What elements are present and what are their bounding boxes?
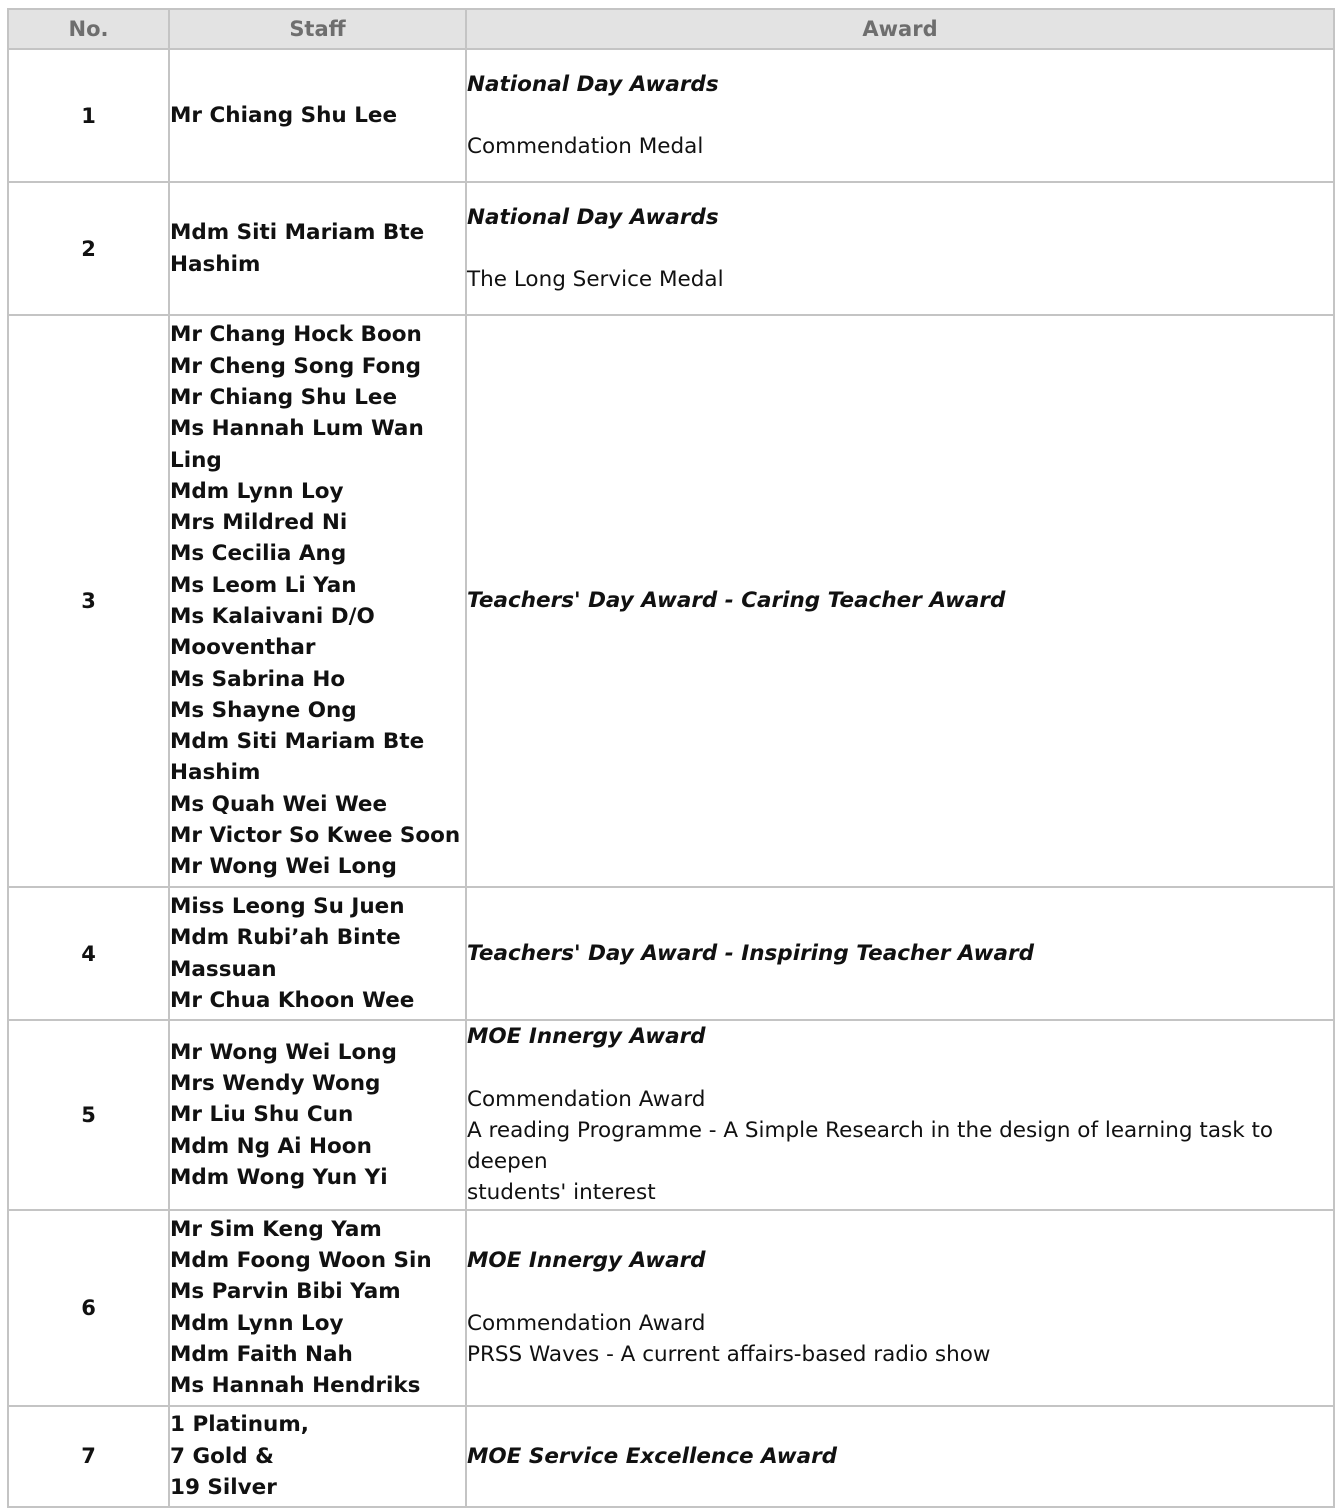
staff-name: Mdm Ng Ai Hoon bbox=[170, 1133, 372, 1159]
award-cell bbox=[466, 315, 1334, 887]
table-row bbox=[8, 1210, 1334, 1406]
award-title: National Day Awards bbox=[467, 204, 719, 230]
award-title: MOE Service Excellence Award bbox=[467, 1443, 838, 1469]
table-row bbox=[8, 49, 1334, 182]
staff-name: Mrs Wendy Wong bbox=[170, 1070, 381, 1096]
award-title: National Day Awards bbox=[467, 71, 719, 97]
staff-name: Ms Leom Li Yan bbox=[170, 572, 357, 598]
staff-cell bbox=[169, 1210, 466, 1406]
award-cell bbox=[466, 1020, 1334, 1210]
staff-name: Ms Hannah Hendriks bbox=[170, 1373, 421, 1399]
row-number: 7 bbox=[8, 1406, 169, 1507]
award-cell bbox=[466, 182, 1334, 315]
staff-name: Mr Cheng Song Fong bbox=[170, 353, 422, 379]
staff-name: Mdm Siti Mariam Bte bbox=[170, 220, 425, 246]
staff-name: 7 Gold & bbox=[170, 1443, 274, 1469]
staff-name: Mdm Rubi’ah Binte bbox=[170, 925, 401, 951]
staff-name: Mr Chua Khoon Wee bbox=[170, 987, 415, 1013]
staff-name: Hashim bbox=[170, 760, 261, 786]
award-detail: Commendation Medal bbox=[467, 134, 704, 160]
staff-name: Mr Wong Wei Long bbox=[170, 854, 397, 880]
table-row bbox=[8, 182, 1334, 315]
staff-name: Ms Cecilia Ang bbox=[170, 541, 347, 567]
table-row bbox=[8, 315, 1334, 887]
staff-name: Mr Chang Hock Boon bbox=[170, 322, 422, 348]
award-title: Teachers' Day Award - Inspiring Teacher Award bbox=[467, 940, 1034, 966]
award-title: MOE Innergy Award bbox=[467, 1024, 706, 1049]
table-body bbox=[8, 49, 1334, 1507]
header-award: Award bbox=[466, 9, 1334, 49]
staff-name: Mr Sim Keng Yam bbox=[170, 1216, 382, 1242]
table-row bbox=[8, 1406, 1334, 1507]
staff-name: Ms Kalaivani D/O bbox=[170, 604, 375, 629]
award-detail: Commendation Award bbox=[467, 1310, 706, 1336]
award-detail: The Long Service Medal bbox=[467, 267, 724, 293]
award-detail: A reading Programme - A Simple Research in the design of learning task to deepen bbox=[467, 1117, 1274, 1175]
staff-name: Ms Quah Wei Wee bbox=[170, 791, 388, 817]
award-cell bbox=[466, 1406, 1334, 1507]
award-cell bbox=[466, 1210, 1334, 1406]
staff-name: Hashim bbox=[170, 251, 261, 277]
staff-name: Mooventhar bbox=[170, 635, 316, 661]
staff-name: Ms Sabrina Ho bbox=[170, 666, 346, 692]
row-number: 4 bbox=[8, 887, 169, 1020]
table-row bbox=[8, 887, 1334, 1020]
staff-name: Mdm Lynn Loy bbox=[170, 1310, 344, 1336]
award-title: Teachers' Day Award - Caring Teacher Award bbox=[467, 588, 1006, 614]
staff-cell bbox=[169, 1406, 466, 1507]
header-staff: Staff bbox=[169, 9, 466, 49]
award-detail: PRSS Waves - A current affairs-based radio show bbox=[467, 1342, 991, 1368]
staff-cell bbox=[169, 182, 466, 315]
staff-name: Mr Liu Shu Cun bbox=[170, 1102, 354, 1128]
staff-name: Massuan bbox=[170, 956, 277, 982]
table-row bbox=[8, 1020, 1334, 1210]
staff-name: Ms Parvin Bibi Yam bbox=[170, 1279, 401, 1305]
row-number: 6 bbox=[8, 1210, 169, 1406]
award-detail: Commendation Award bbox=[467, 1086, 706, 1112]
award-detail: students' interest bbox=[467, 1180, 656, 1206]
award-cell bbox=[466, 49, 1334, 182]
row-number: 2 bbox=[8, 182, 169, 315]
staff-name: Mrs Mildred Ni bbox=[170, 510, 348, 536]
award-spacer bbox=[467, 1276, 1333, 1307]
header-row bbox=[8, 9, 1334, 49]
staff-name: 1 Platinum, bbox=[170, 1412, 309, 1438]
row-number: 1 bbox=[8, 49, 169, 182]
award-spacer bbox=[467, 100, 1333, 131]
staff-name: Mr Chiang Shu Lee bbox=[170, 384, 398, 410]
staff-name: Mr Wong Wei Long bbox=[170, 1039, 397, 1065]
staff-cell bbox=[169, 315, 466, 887]
header-no: No. bbox=[8, 9, 169, 49]
staff-name: Mr Chiang Shu Lee bbox=[170, 102, 398, 128]
staff-name: 19 Silver bbox=[170, 1474, 277, 1500]
staff-cell bbox=[169, 887, 466, 1020]
staff-name: Ms Hannah Lum Wan bbox=[170, 416, 424, 442]
staff-name: Mdm Foong Woon Sin bbox=[170, 1248, 432, 1274]
award-title: MOE Innergy Award bbox=[467, 1248, 706, 1274]
staff-name: Mdm Faith Nah bbox=[170, 1342, 353, 1368]
staff-cell bbox=[169, 49, 466, 182]
staff-name: Miss Leong Su Juen bbox=[170, 893, 405, 919]
row-number: 5 bbox=[8, 1020, 169, 1210]
award-cell bbox=[466, 887, 1334, 1020]
awards-table bbox=[7, 8, 1335, 1508]
row-number: 3 bbox=[8, 315, 169, 887]
staff-name: Mdm Siti Mariam Bte bbox=[170, 729, 425, 755]
award-spacer bbox=[467, 1052, 1333, 1083]
staff-name: Mr Victor So Kwee Soon bbox=[170, 823, 461, 849]
staff-name: Ling bbox=[170, 447, 222, 473]
staff-name: Mdm Lynn Loy bbox=[170, 478, 344, 504]
staff-name: Ms Shayne Ong bbox=[170, 697, 357, 723]
staff-name: Mdm Wong Yun Yi bbox=[170, 1164, 388, 1190]
staff-cell bbox=[169, 1020, 466, 1210]
award-spacer bbox=[467, 233, 1333, 264]
